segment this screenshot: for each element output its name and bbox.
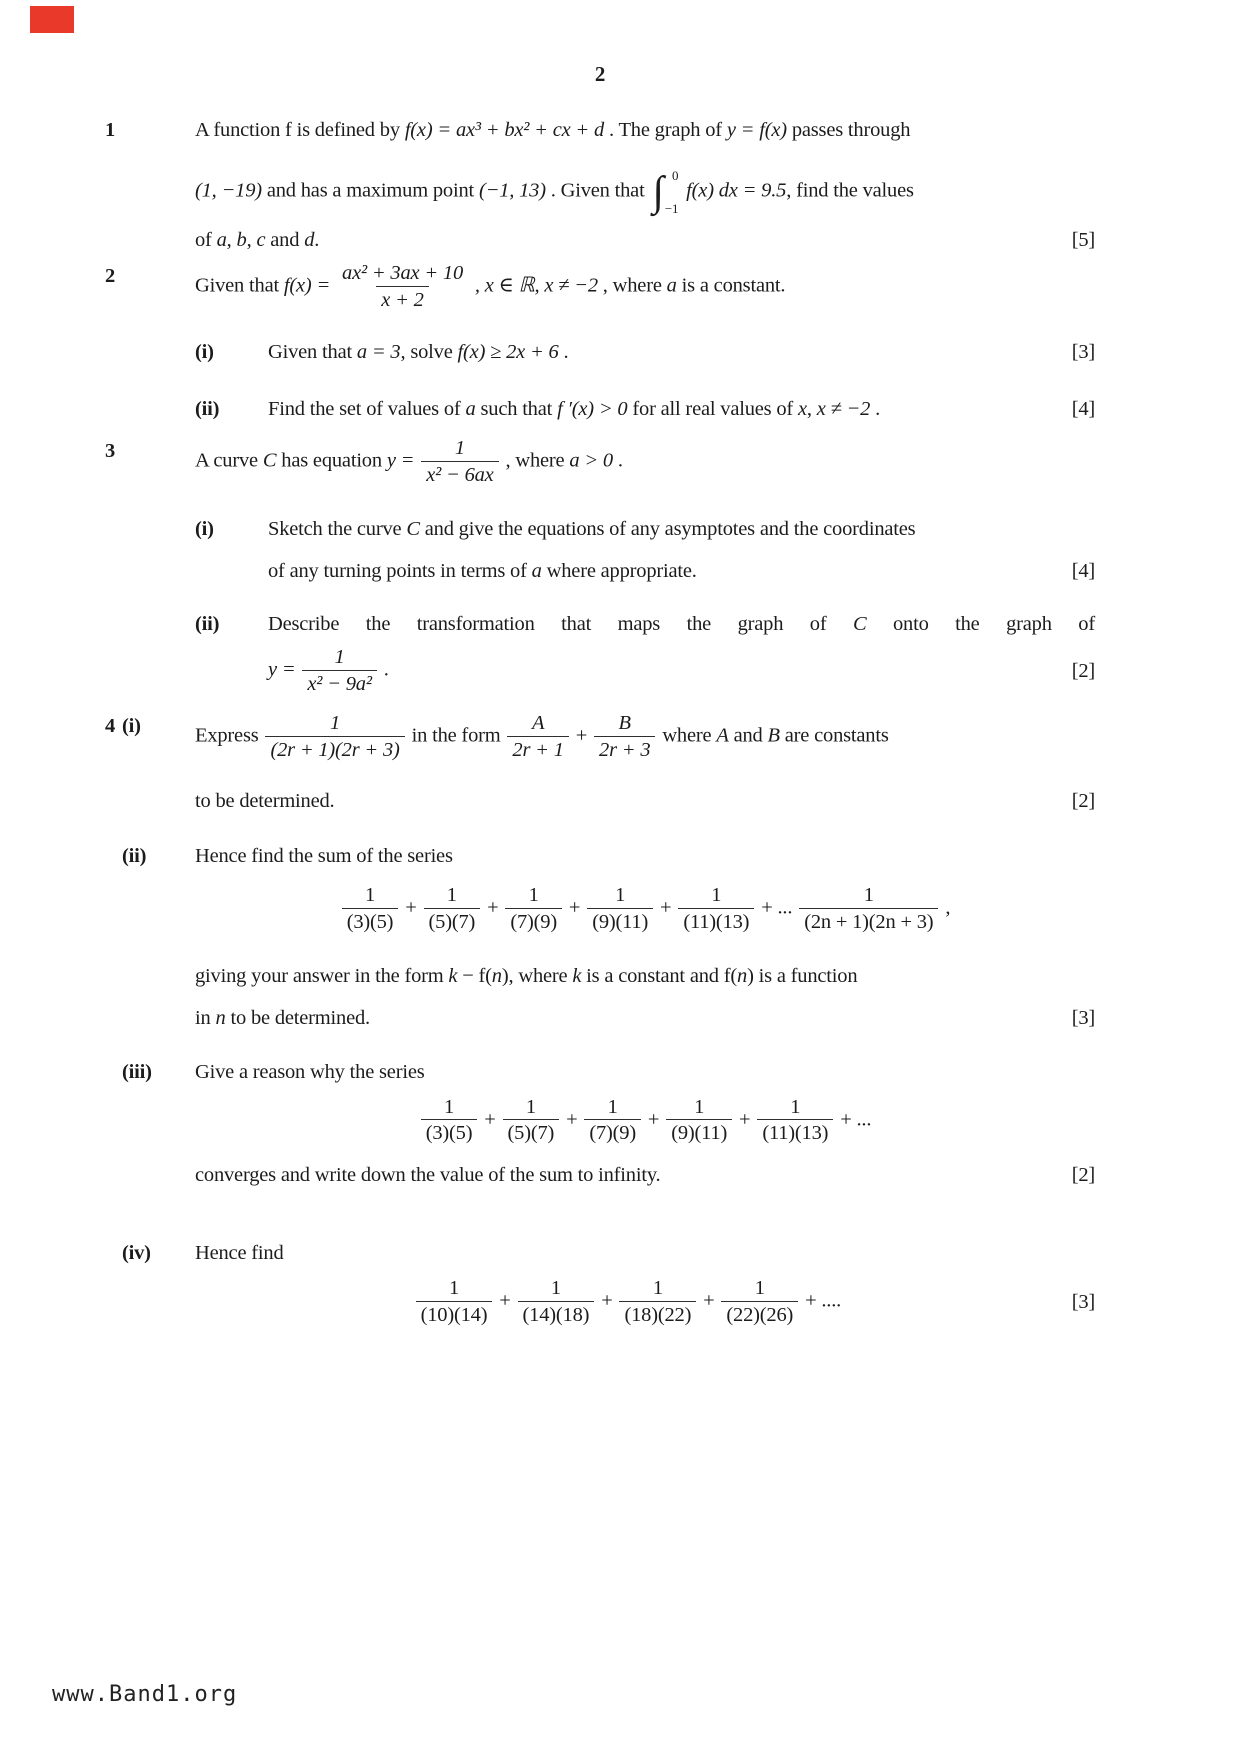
q4-part-iv-series [195,1277,1060,1327]
question-4-body [122,711,1095,1328]
q4-part-iv [122,1239,1095,1327]
fraction [507,712,568,762]
fraction [265,712,404,762]
math-run: x ≠ −2 [816,397,871,420]
fraction-numerator: 1 [330,711,341,734]
math-run: n [215,1006,226,1029]
q3-part-i-line-1 [268,515,1095,543]
text-run: + .... [800,1290,842,1313]
text-run: and [265,229,305,251]
question-4 [105,712,1095,1328]
fraction-numerator: 1 [607,1095,618,1118]
fraction-denominator: (18)(22) [619,1301,696,1327]
text-run: , solve [400,340,458,363]
fraction [721,1277,798,1327]
text-run: where [657,724,717,747]
fraction [337,262,468,312]
fraction-denominator: (14)(18) [518,1301,595,1327]
fraction-numerator: ax² + 3ax + 10 [342,262,463,284]
math-run: y = f(x) [726,119,787,141]
q4-part-i-body [195,712,1095,815]
text-run: for all real values of [627,397,798,420]
integral-limits [665,168,678,216]
math-run: a [531,559,542,582]
fraction-denominator: 2r + 3 [594,736,655,762]
text-run: + [734,1108,756,1131]
fraction [587,884,653,934]
q2-part-i-mark: [3] [1071,340,1095,363]
text-run: + [655,896,677,919]
footer-url: www.Band1.org [52,1682,238,1707]
q4-part-iii-line-3 [195,1161,1095,1189]
fraction-denominator: (5)(7) [424,908,481,934]
page-number: 2 [594,62,606,86]
fraction [678,884,754,934]
question-4-number: 4 [105,714,116,737]
fraction [424,884,481,934]
text-run: such that [475,397,558,420]
fraction-numerator: 1 [454,436,465,459]
q4-part-ii-line-4 [195,1004,1095,1032]
q4-part-ii-label: (ii) [122,844,147,867]
fraction [421,1096,478,1146]
text-run: + [494,1290,516,1313]
q4-part-ii-text [195,1004,1060,1032]
math-run: x [797,397,807,420]
fraction-numerator: A [531,711,545,734]
math-run: d [304,229,315,251]
question-3-number: 3 [105,439,116,462]
text-run: , [226,229,237,251]
q3-part-ii [195,610,1095,696]
fraction-denominator: (11)(13) [757,1119,833,1145]
question-2 [105,262,1095,423]
question-3 [105,437,1095,696]
text-run: are constants [779,724,889,747]
fraction-denominator: (2n + 1)(2n + 3) [799,908,938,934]
text-run: + ... [756,896,798,919]
fraction [619,1277,696,1327]
fraction-denominator: (9)(11) [666,1119,732,1145]
q4-part-ii-line-3 [195,962,1095,990]
text-run: and has a maximum point [261,179,479,202]
text-run: , [940,896,951,919]
text-run: , where [597,274,667,297]
text-run: Express [195,724,264,747]
q4-part-ii-line-1 [195,842,1095,870]
fraction [594,712,655,762]
text-run: in [195,1006,216,1029]
fraction [342,884,399,934]
integral-lower-limit: −1 [664,201,679,216]
fraction-denominator: (5)(7) [503,1119,560,1145]
text-run: . Given that [545,179,650,202]
fraction [416,1277,493,1327]
q2-part-i-body [268,338,1095,366]
q1-line-3-text [195,226,1060,254]
q4-part-iii-body [195,1058,1095,1190]
page-content [105,116,1095,1327]
question-1 [105,116,1095,254]
fraction-denominator: x + 2 [376,286,428,312]
text-run: ), where [501,964,573,987]
fraction [584,1096,641,1146]
q3-part-ii-text [268,646,1060,696]
text-run: + [400,896,422,919]
q4-part-i-line-2 [195,787,1095,815]
text-run: + [479,1108,501,1131]
math-run: a [465,397,476,420]
text-run: Find the set of values of [268,397,466,420]
text-run: ) is a function [747,964,858,987]
fraction-numerator: 1 [550,1277,561,1300]
q2-part-ii-body [268,395,1095,423]
text-run: of any turning points in terms of [268,559,532,582]
fraction-numerator: 1 [694,1095,705,1118]
q4-part-i-mark: [2] [1071,789,1095,812]
q4-part-ii [122,842,1095,1032]
fraction [503,1096,560,1146]
q4-part-iv-body [195,1239,1095,1327]
q3-part-ii-label: (ii) [195,612,220,635]
math-run: a = 3 [356,340,401,363]
fraction-numerator: 1 [754,1277,765,1300]
q2-part-i-label: (i) [195,340,214,363]
text-run: + [482,896,504,919]
text-run: Given that [268,340,357,363]
q4-part-iii-line-1 [195,1058,1095,1086]
fraction-numerator: 1 [448,1277,459,1300]
fraction-denominator: x² − 9a² [302,670,376,696]
q4-part-i-text [195,787,1060,815]
integral [653,168,679,216]
math-run: k [572,964,582,987]
q4-part-i-line-1 [195,712,1095,762]
text-run: is a constant and f( [581,964,738,987]
q3-part-ii-mark: [2] [1071,659,1095,682]
text-run: is a constant. [676,274,786,297]
math-run: C [262,449,277,472]
text-run: Hence find [195,1242,284,1265]
q4-part-iv-line-1 [195,1239,1095,1267]
q2-part-ii-label: (ii) [195,397,220,420]
text-run: converges and write down the value of the sum to infinity. [195,1164,661,1187]
text-run: of [195,229,217,251]
q3-part-i [195,515,1095,585]
q1-line-2 [195,168,1095,216]
q3-intro [195,437,1095,487]
text-run: Given that [195,274,284,297]
text-run: , where [500,449,570,472]
fraction [421,437,498,487]
q3-part-i-label: (i) [195,517,214,540]
q4-part-ii-mark: [3] [1071,1006,1095,1029]
q1-line-3 [195,226,1095,254]
q3-part-ii-line-2 [268,646,1095,696]
text-run: , [806,397,817,420]
text-run: Describe the transformation that maps the graph of [268,612,853,635]
text-run: passes through [786,119,911,141]
math-run: a > 0 [569,449,613,472]
q4-part-iii-text [195,1161,1060,1189]
math-run: (−1, 13) [478,179,546,202]
q4-part-iii-mark: [2] [1071,1164,1095,1187]
fraction-denominator: 2r + 1 [507,736,568,762]
text-run: to be determined. [225,1006,370,1029]
question-2-body [195,262,1095,423]
text-run: . [314,229,320,251]
text-run: Sketch the curve [268,517,407,540]
math-run: y = [268,658,301,681]
q4-part-iii [122,1058,1095,1190]
q4-part-iv-mark: [3] [1071,1291,1095,1314]
q4-part-iii-series [195,1096,1095,1146]
fraction-denominator: (10)(14) [416,1301,493,1327]
text-run: + [561,1108,583,1131]
fraction [302,646,376,696]
fraction-numerator: 1 [528,883,539,906]
text-run: in the form [406,724,506,747]
math-run: f(x) = [283,274,336,297]
fraction [799,884,938,934]
fraction-numerator: 1 [615,883,626,906]
question-2-number: 2 [105,265,116,287]
text-run: and [728,724,768,747]
text-run: has equation [276,449,387,472]
text-run: . [870,397,881,420]
math-run: f(x) ≥ 2x + 6 [457,340,559,363]
fraction-numerator: 1 [443,1095,455,1118]
text-run: , [246,229,257,251]
text-run: . [378,658,389,681]
math-run: k [448,964,458,987]
fraction-numerator: 1 [711,883,722,906]
q2-part-i-text [268,338,1060,366]
text-run: onto the graph of [866,612,1095,635]
math-run: n [491,964,502,987]
text-run: where appropriate. [541,559,697,582]
text-run: Hence find the sum of the series [195,844,453,867]
math-run: b [236,229,247,251]
question-3-body [195,437,1095,696]
fraction [518,1277,595,1327]
fraction [757,1096,833,1146]
fraction-denominator: (3)(5) [421,1119,478,1145]
math-run: C [406,517,420,540]
q4-part-iii-label: (iii) [122,1060,152,1083]
red-marker [30,6,74,33]
q2-part-ii-mark: [4] [1071,397,1095,420]
math-run: (1, −19) [195,179,262,202]
q2-intro [195,262,1095,312]
text-run: giving your answer in the form [195,964,449,987]
math-run: y = [386,449,420,472]
text-run: − f( [457,964,492,987]
math-run: A [716,724,729,747]
q3-part-i-body [268,515,1095,585]
fraction-numerator: 1 [652,1277,663,1300]
fraction [666,1096,732,1146]
q2-part-ii-line [268,395,1095,423]
q2-part-ii [195,395,1095,423]
q3-part-ii-body [268,610,1095,696]
text-run: and give the equations of any asymptotes and the coordinates [419,517,916,540]
fraction-numerator: 1 [863,883,874,906]
text-run: + [596,1290,618,1313]
q1-mark: [5] [1071,229,1095,251]
text-run: A function f is defined by [195,119,405,141]
fraction-numerator: 1 [790,1095,801,1118]
math-run: a [666,274,677,297]
fraction [505,884,562,934]
text-run: + ... [835,1108,872,1131]
text-run: . [558,340,569,363]
text-run: A curve [195,449,263,472]
math-run: f(x) dx = 9.5 [681,179,787,202]
fraction-denominator: (11)(13) [678,908,754,934]
math-run: c [256,229,266,251]
q4-part-ii-series [195,884,1095,934]
fraction-numerator: 1 [334,645,345,668]
q3-part-i-line-2 [268,557,1095,585]
q1-line-1 [195,116,1095,144]
text-run: Give a reason why the series [195,1060,425,1083]
fraction-numerator: 1 [446,883,457,906]
text-run: + [642,1108,665,1131]
q4-part-ii-body [195,842,1095,1032]
q2-part-ii-text [268,395,1060,423]
fraction-denominator: (7)(9) [505,908,562,934]
text-run: . [612,449,623,472]
text-run: . The graph of [604,119,727,141]
fraction-numerator: B [618,711,631,734]
math-run: f(x) = ax³ + bx² + cx + d [404,119,605,141]
text-run: + [698,1290,720,1313]
q4-part-i [122,712,1095,815]
q4-part-iv-label: (iv) [122,1242,151,1265]
q3-part-i-text [268,557,1060,585]
question-1-body [195,116,1095,254]
fraction-denominator: (22)(26) [721,1301,798,1327]
fraction-denominator: (7)(9) [584,1119,641,1145]
q2-part-i [195,338,1095,366]
math-run: a [216,229,227,251]
integral-upper-limit: 0 [671,168,679,183]
math-run: n [737,964,748,987]
question-1-number: 1 [105,119,116,141]
fraction-denominator: (9)(11) [587,908,653,934]
q2-part-i-line [268,338,1095,366]
math-run: C [852,612,867,635]
fraction-denominator: (3)(5) [342,908,399,934]
text-run: + [570,724,593,747]
fraction-denominator: (2r + 1)(2r + 3) [265,736,404,762]
math-run: B [767,724,780,747]
math-run: f ′(x) > 0 [557,397,628,420]
text-run: to be determined. [195,789,335,812]
q3-part-ii-line-1 [268,610,1095,638]
text-run: + [563,896,586,919]
integral-symbol: ∫ [652,169,664,215]
q3-part-i-mark: [4] [1071,559,1095,582]
fraction-denominator: x² − 6ax [421,461,498,487]
math-run: , x ∈ ℝ, x ≠ −2 [470,274,598,297]
text-run: , find the values [786,179,914,202]
fraction-numerator: 1 [525,1095,536,1118]
q4-part-iv-series-line [195,1277,1095,1327]
q4-part-i-label: (i) [122,714,141,737]
fraction-numerator: 1 [364,883,376,906]
